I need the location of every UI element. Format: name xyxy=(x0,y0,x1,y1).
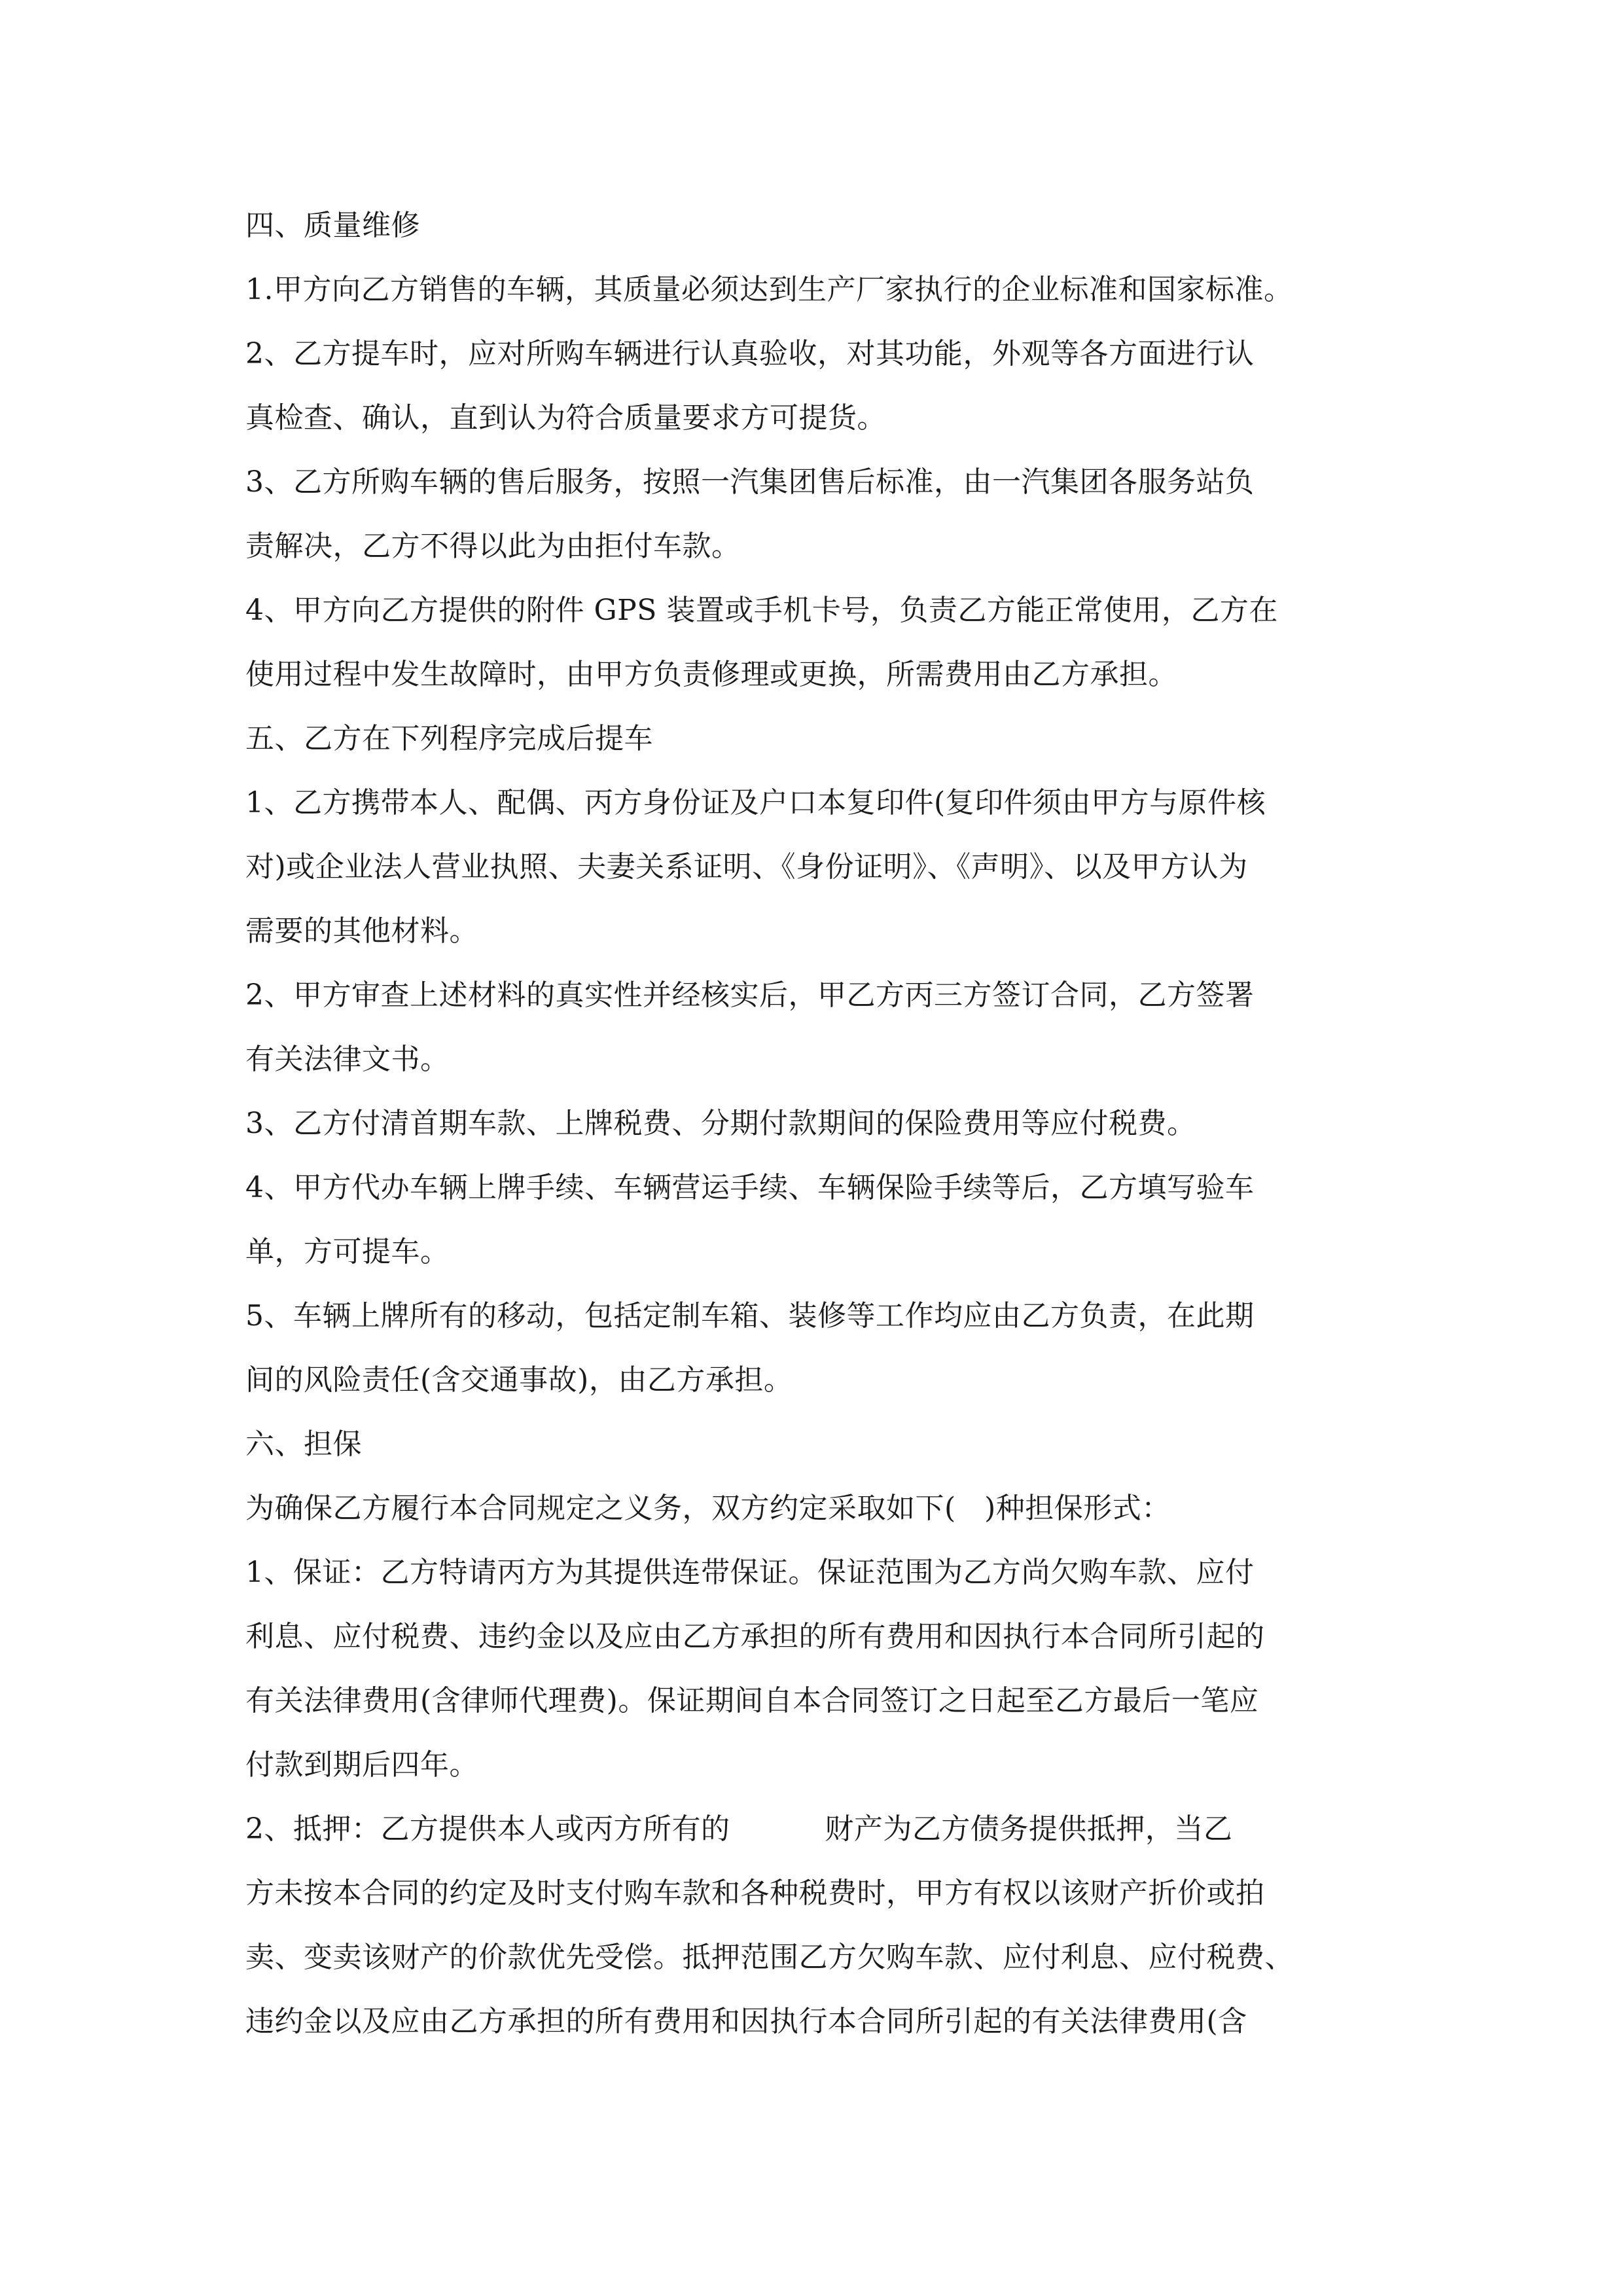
paragraph-line: 1.甲方向乙方销售的车辆，其质量必须达到生产厂家执行的企业标准和国家标准。 xyxy=(245,273,1293,306)
paragraph-line: 对)或企业法人营业执照、夫妻关系证明、《身份证明》、《声明》、以及甲方认为 xyxy=(245,850,1248,884)
paragraph-line: 4、甲方代办车辆上牌手续、车辆营运手续、车辆保险手续等后，乙方填写验车 xyxy=(245,1171,1255,1204)
paragraph-line: 付款到期后四年。 xyxy=(245,1748,478,1782)
section-heading-quality-repair: 四、质量维修 xyxy=(245,209,420,242)
paragraph-line: 3、乙方付清首期车款、上牌税费、分期付款期间的保险费用等应付税费。 xyxy=(245,1107,1196,1140)
section-heading-pickup-procedure: 五、乙方在下列程序完成后提车 xyxy=(245,722,653,755)
paragraph-line: 2、抵押：乙方提供本人或丙方所有的 财产为乙方债务提供抵押，当乙 xyxy=(245,1812,1233,1846)
paragraph-line: 方未按本合同的约定及时支付购车款和各种税费时，甲方有权以该财产折价或拍 xyxy=(245,1876,1265,1910)
paragraph-line: 为确保乙方履行本合同规定之义务，双方约定采取如下( )种担保形式： xyxy=(245,1492,1171,1525)
paragraph-line: 使用过程中发生故障时，由甲方负责修理或更换，所需费用由乙方承担。 xyxy=(245,658,1177,691)
paragraph-line: 真检查、确认，直到认为符合质量要求方可提货。 xyxy=(245,401,886,435)
paragraph-line: 有关法律文书。 xyxy=(245,1043,450,1076)
paragraph-line: 1、乙方携带本人、配偶、丙方身份证及户口本复印件(复印件须由甲方与原件核 xyxy=(245,786,1266,819)
paragraph-line: 间的风险责任(含交通事故)，由乙方承担。 xyxy=(245,1363,793,1397)
paragraph-line: 违约金以及应由乙方承担的所有费用和因执行本合同所引起的有关法律费用(含 xyxy=(245,2005,1247,2038)
paragraph-line: 责解决，乙方不得以此为由拒付车款。 xyxy=(245,529,741,563)
paragraph-line: 利息、应付税费、违约金以及应由乙方承担的所有费用和因执行本合同所引起的 xyxy=(245,1620,1265,1653)
paragraph-line: 5、车辆上牌所有的移动，包括定制车箱、装修等工作均应由乙方负责，在此期 xyxy=(245,1299,1255,1333)
section-heading-guarantee: 六、担保 xyxy=(245,1427,362,1461)
paragraph-line: 2、乙方提车时，应对所购车辆进行认真验收，对其功能，外观等各方面进行认 xyxy=(245,337,1255,370)
paragraph-line: 有关法律费用(含律师代理费)。保证期间自本合同签订之日起至乙方最后一笔应 xyxy=(245,1684,1259,1717)
paragraph-line: 单，方可提车。 xyxy=(245,1235,450,1268)
paragraph-line: 3、乙方所购车辆的售后服务，按照一汽集团售后标准，由一汽集团各服务站负 xyxy=(245,465,1255,499)
paragraph-line: 2、甲方审查上述材料的真实性并经核实后，甲乙方丙三方签订合同，乙方签署 xyxy=(245,978,1255,1012)
paragraph-line: 1、保证：乙方特请丙方为其提供连带保证。保证范围为乙方尚欠购车款、应付 xyxy=(245,1556,1255,1589)
paragraph-line: 需要的其他材料。 xyxy=(245,914,478,948)
paragraph-line: 4、甲方向乙方提供的附件 GPS 装置或手机卡号，负责乙方能正常使用，乙方在 xyxy=(245,594,1278,627)
paragraph-line: 卖、变卖该财产的价款优先受偿。抵押范围乙方欠购车款、应付利息、应付税费、 xyxy=(245,1941,1294,1974)
